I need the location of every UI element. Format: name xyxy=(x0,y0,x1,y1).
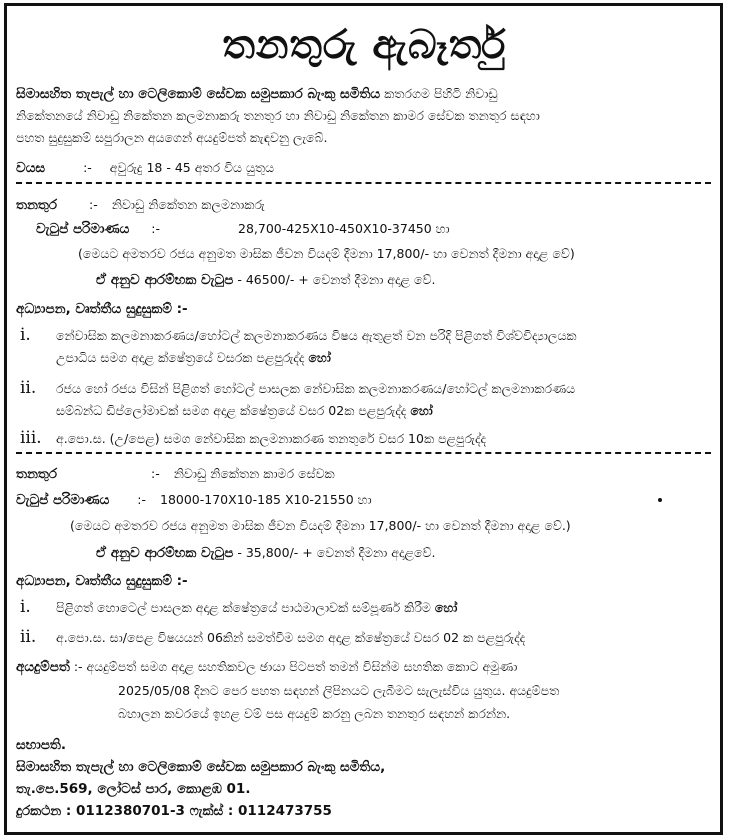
post2-row xyxy=(16,466,335,482)
section-divider xyxy=(16,452,711,454)
footer-org: සිමාසහිත තැපැල් හා ටෙලිකොම් සේවක සමුපකාර බැංකු සමිතිය, xyxy=(16,759,386,775)
footer-address: තැ.පෙ.569, ලෝටස් පාර, කොළඹ 01. xyxy=(16,781,251,797)
intro-line-3: පහත සුදුසුකම් සපුරාලන අයගෙන් අයදුම්පත් කැඳවනු ලැබේ. xyxy=(16,130,328,145)
intro-org-name: සිමාසහිත තැපැල් හා ටෙලිකොම් සේවක සමුපකාර බැංකු සමිතිය xyxy=(16,86,381,102)
post1-salary-label: වැටුප් පරිමාණය xyxy=(36,221,130,237)
page-title: තනතුරු ඇබෑර්තු xyxy=(222,22,507,68)
post1-qual-3-number: iii. xyxy=(20,428,42,448)
post1-qual-1-line-1: නේවාසික කලමනාකරණය/හෝටල් කලමනාකරණය විෂය ඇතුළත් වන පරිදි පිළිගත් විශ්වවිද්‍යාලයක xyxy=(56,328,577,343)
post2-label: තනතුර xyxy=(16,466,58,482)
intro-line-1-rest: කතරගම පිහිටි නිවාඩු xyxy=(384,86,498,101)
post2-start-row xyxy=(96,545,436,561)
post2-salary-label: වැටුප් පරිමාණය xyxy=(16,492,110,508)
intro-line-1 xyxy=(16,86,498,102)
application-line-2: 2025/05/08 දිනට පෙර පහත සඳහන් ලිපිනයට ලැබීමට සැලැස්විය යුතුය. අයදුම්පත xyxy=(118,683,560,698)
age-label: වයස xyxy=(16,160,46,176)
post1-qual-2-line-1: රජය හෝ රජය විසින් පිළිගත් හෝටල් පාසලක නේවාසික කලමනාකරණය/හෝටල් කලමනාකරණය xyxy=(56,381,576,396)
intro-line-2: නිකේතනයේ නිවාඩු නිකේතන කලමනාකරු තනතුර හා නිවාඩු නිකේතන කාමර සේවක තනතුර සඳහා xyxy=(16,108,540,123)
post2-salary-value: 18000-170X10-185 X10-21550 හා xyxy=(160,492,372,507)
application-row xyxy=(16,659,517,675)
post1-qual-2-text: සම්බන්ධ ඩිප්ලෝමාවක් සමග අදාළ ක්ෂේත්‍රයේ වසර 02ක පළපුරුද්ද xyxy=(56,403,407,418)
post1-value: නිවාඩු නිකේතන කලමනාකරු xyxy=(111,197,265,212)
post2-salary-row xyxy=(16,492,372,508)
application-label: අයදුම්පත් xyxy=(16,659,70,675)
post2-qual-2-line-1: අ.පො.ස. සා/පෙළ විෂයයන් 06කින් සමත්වීම සමග අදාළ ක්ෂේත්‍රයේ වසර 02 ක පළපුරුද්ද xyxy=(56,630,526,645)
post2-qual-1-line-1 xyxy=(56,600,457,616)
post1-qual-2-line-2 xyxy=(56,403,433,419)
application-line-3: බහාලන කවරයේ ඉහළ වම් පස අයදුම් කරනු ලබන තනතුර සඳහන් කරන්න. xyxy=(118,706,511,721)
post1-qual-1-text: උපාධිය සමග අදාළ ක්ෂේත්‍රයේ වසරක පළපුරුද්ද xyxy=(56,350,305,365)
post1-qual-2-number: ii. xyxy=(20,378,37,398)
post2-start-label: ඒ අනුව ආරම්භක වැටුප xyxy=(96,545,234,561)
age-separator: :- xyxy=(83,160,92,175)
post1-qual-1-or: හෝ xyxy=(308,350,331,365)
post1-qual-heading: අධ්‍යාපන, වෘත්තීය සුදුසුකම් :- xyxy=(16,301,188,317)
post1-qual-2-or: හෝ xyxy=(410,403,433,418)
post2-qual-1-text: පිළිගත් හොටෙල් පාසලක අදාළ ක්ෂේත්‍රයේ පාඨමාලාවක් සම්පූර්ණ කිරීම xyxy=(56,600,431,615)
post1-salary-value: 28,700-425X10-450X10-37450 හා xyxy=(238,221,450,236)
post2-qual-heading: අධ්‍යාපන, වෘත්තීය සුදුසුකම් :- xyxy=(16,573,188,589)
post1-qual-1-number: i. xyxy=(20,325,31,345)
post1-row xyxy=(16,197,265,213)
section-divider xyxy=(16,182,711,184)
post2-allowance: (මෙයට අමතරව රජය අනුමත මාසික ජීවන වියදම් දීමනා 17,800/- හා වෙනත් දීමනා අදාළ වේ.) xyxy=(70,518,571,533)
footer-phone: දුරකථන : 0112380701-3 ෆැක්ස් : 0112473755 xyxy=(16,803,332,819)
post2-start-value: - 35,800/- + වෙනත් දීමනා අදාළවේ. xyxy=(237,545,436,560)
post1-label: තනතුර xyxy=(16,197,58,213)
post1-qual-3-line-1: අ.පො.ස. (උ/පෙළ) සමග නේවාසික කලමනාකරණ තනතුරේ වසර 10ක පළපුරුද්ද xyxy=(56,431,487,446)
post1-salary-row xyxy=(36,221,450,237)
post1-start-value: - 46500/- + වෙනත් දීමනා අදාළ වේ. xyxy=(237,272,436,287)
age-value: අවුරුදු 18 - 45 අතර විය යුතුය xyxy=(109,160,275,175)
post2-value: නිවාඩු නිකේතන කාමර සේවක xyxy=(173,466,335,481)
post2-qual-1-number: i. xyxy=(20,597,31,617)
post2-qual-1-or: හෝ xyxy=(434,600,458,615)
application-line-1: අයදුම්පත් සමග අදාළ සහතිකවල ඡායා පිටපත් තමන් විසින්ම සහතික කොට අමුණා xyxy=(86,659,518,674)
post2-separator: :- xyxy=(151,466,160,481)
post1-salary-separator: :- xyxy=(151,221,161,236)
footer-role: සභාපති. xyxy=(16,737,67,753)
post1-qual-1-line-2 xyxy=(56,350,331,366)
age-row xyxy=(16,160,274,176)
print-speck xyxy=(658,498,662,502)
post1-allowance: (මෙයට අමතරව රජය අනුමත මාසික ජීවන වියදම් දීමනා 17,800/- හා වෙනත් දීමනා අදාළ වේ) xyxy=(78,246,575,261)
post1-start-row xyxy=(96,272,436,288)
post1-start-label: ඒ අනුව ආරම්භක වැටුප xyxy=(96,272,234,288)
application-separator: :- xyxy=(73,659,83,674)
post2-salary-separator: :- xyxy=(137,492,147,507)
post2-qual-2-number: ii. xyxy=(20,627,37,647)
post1-separator: :- xyxy=(89,197,98,212)
